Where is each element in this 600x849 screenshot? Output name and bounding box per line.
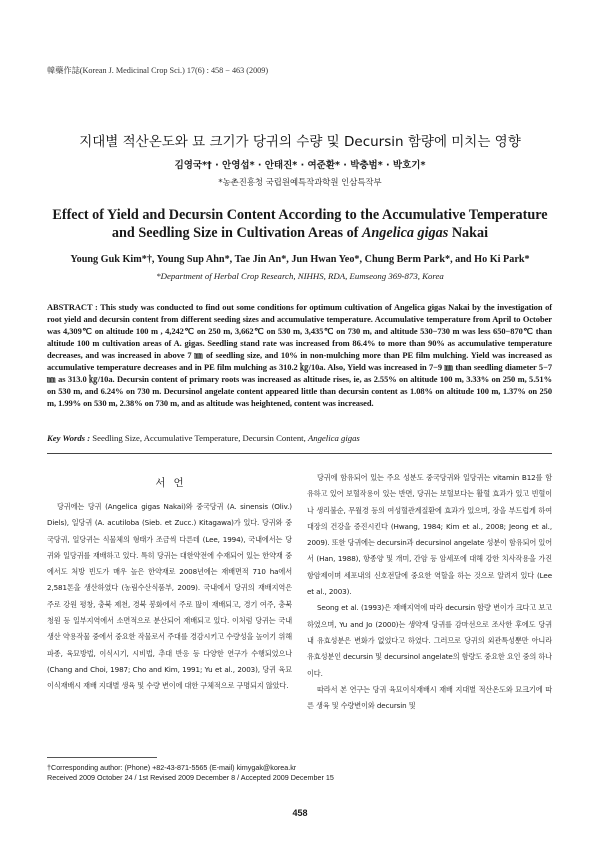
right-paragraph: 당귀에 함유되어 있는 주요 성분도 중국당귀와 일당귀는 vitamin B12를 함유하고 있어 보혈작용이 있는 반면, 당귀는 보혈보다는 활혈 효과가 있고 빈혈이나 생리불순, 무월경 등의 여성혈관계질환에 효과가 있으며, 장을 부드럽게 하여 대장의 건강을 증진시킨다 (Hwang, 1984; Kim et al., 2008; Jeong et al., 2009). 또한 당귀에는 decursin과 decursinol angelate 성분이 함유되어 있어서 (Han, 1988), 항종양 및 개미, 간암 등 암세포에 대해 강한 치사작용을 가진 항암제이며 세포내의 신호전달에 중요한 역할을 하는 것으로 알려져 있다 (Lee et al., 2003). <box>307 473 552 597</box>
english-title-line2-pre: and Seedling Size in Cultivation Areas of <box>111 225 362 241</box>
korean-affiliation: *농촌진흥청 국립원예특작과학원 인삼특작부 <box>218 177 382 187</box>
keywords-label: Key Words : <box>47 433 91 443</box>
korean-authors: 김영국*† · 안영섭* · 안태진* · 여준환* · 박충범* · 박호기* <box>174 160 426 171</box>
english-authors: Young Guk Kim*†, Young Sup Ahn*, Tae Jin An*, Jun Hwan Yeo*, Chung Berm Park*, and Ho Ki Park* <box>70 254 530 265</box>
english-affiliation: *Department of Herbal Crop Research, NIHHS, RDA, Eumseong 369-873, Korea <box>156 271 444 281</box>
english-title-line1: Effect of Yield and Decursin Content According to the Accumulative Temperature <box>52 207 548 223</box>
keywords <box>47 433 552 443</box>
abstract <box>47 301 552 409</box>
right-paragraph: 따라서 본 연구는 당귀 육묘이식재배시 재배 지대별 적산온도와 묘크기에 따른 생육 및 수량변이와 decursin 및 <box>307 684 552 711</box>
footnote <box>47 763 552 783</box>
english-title-line2-post: Nakai <box>448 225 489 241</box>
left-column <box>47 475 292 695</box>
footnote-divider <box>47 757 157 758</box>
abstract-text: This study was conducted to find out some conditions for optimum cultivation of Angelica gigas Nakai by the investigation of root yield and decursin content from different seeding sizes and accumulative temperature. Accumulative temperature from April to October was 4,309℃ on altitude 100 m , 4,242℃ on 250 m, 3,662℃ on 530 m, 3,435℃ on 730 m, and altitude 530−730 m was less 650−870℃ than altitude 100 m cultivation areas of A. gigas. Seedling stand rate was increased from 86.4% to more than 90% as accumulative temperature decreases, and was increased in above 7 ㎜ of seedling size, and 10% in non-mulching more than PE film mulching. Yield was increased as accumulative temperature decreases and in PE film mulching as 310.2 ㎏/10a. Also, Yield was increased in 7−9 ㎜ than seedling diameter 5−7 ㎜ as 313.0 ㎏/10a. Decursin content of primary roots was increased as altitude rises, ie, as 2.55% on altitude 100 m, 3.33% on 250 m, 5.51% on 530 m, and 6.24% on 730 m. Decursinol angelate content appeared little than decursin content as 1.08% on altitude 100 m, 1.37% on 250 m, 1.99% on 530 m, 2.38% on 730 m, and as altitude was heightened, content was increased. <box>47 302 553 409</box>
english-title-line2 <box>0 224 600 242</box>
keywords-text: Seedling Size, Accumulative Temperature, Decursin Content, <box>92 433 308 443</box>
page-number: 458 <box>292 808 308 818</box>
abstract-label: ABSTRACT : <box>47 302 98 312</box>
english-title-species: Angelica gigas <box>361 225 449 241</box>
keywords-species: Angelica gigas <box>307 433 360 443</box>
journal-citation: 韓藥作誌(Korean J. Medicinal Crop Sci.) 17(6) : 458 − 463 (2009) <box>47 66 269 75</box>
corresponding-author: †Corresponding author: (Phone) +82-43-871-5565 (E-mail) kimygak@korea.kr <box>47 763 297 772</box>
english-title <box>0 206 600 242</box>
right-paragraph: Seong et al. (1993)은 재배지역에 따라 decursin 함량 변이가 크다고 보고하였으며, Yu and Jo (2000)는 생약재 당귀를 감마선으로 조사한 후에도 당귀 내 유효성분은 변화가 없었다고 하였다. 그러므로 당귀의 외관특성뿐만 아니라 유효성분인 decursin 및 decursinol angelate의 함량도 중요한 요인 중의 하나이다. <box>307 603 552 678</box>
left-paragraph: 당귀에는 당귀 (Angelica gigas Nakai)와 중국당귀 (A. sinensis (Oliv.) Diels), 일당귀 (A. acutiloba (Sieb. et Zucc.) Kitagawa)가 있다. 당귀와 중국당귀, 일당귀는 식물체의 형태가 조금씩 다른데 (Lee, 1994), 국내에서는 당귀와 일당귀를 재배하고 있다. 특히 당귀는 대한약전에 수재되어 있는 한약재 중에서도 처방 빈도가 매우 높은 한약재로 2008년에는 재배면적 710 ha에서 2,581톤을 생산하였다 (농림수산식품부, 2009). 국내에서 당귀의 재배지역은 주로 강원 평창, 충북 제천, 경북 봉화에서 주로 많이 재배되고, 경기 여주, 충북 청원 등 일부지역에서 소면적으로 분산되어 재배되고 있다. 이처럼 당귀는 국내 생산 약용작물 중에서 중요한 작물로서 주대를 경감시키고 수량성을 높이기 위해 파종, 육묘방법, 이식시기, 시비법, 추대 반응 등 다양한 연구가 수행되었으나 (Chang and Choi, 1987; Cho and Kim, 1991; Yu et al., 2003), 당귀 육묘이식재배시 재배 지대별 생육 및 수량 변이에 대한 구체적으로 구명되지 않았다. <box>47 502 292 691</box>
right-column <box>307 470 552 714</box>
section-heading-introduction: 서언 <box>155 477 192 489</box>
received-dates: Received 2009 October 24 / 1st Revised 2009 December 8 / Accepted 2009 December 15 <box>47 773 334 782</box>
korean-title: 지대별 적산온도와 묘 크기가 당귀의 수량 및 Decursin 함량에 미치는 영향 <box>79 134 521 150</box>
section-divider <box>47 453 552 454</box>
